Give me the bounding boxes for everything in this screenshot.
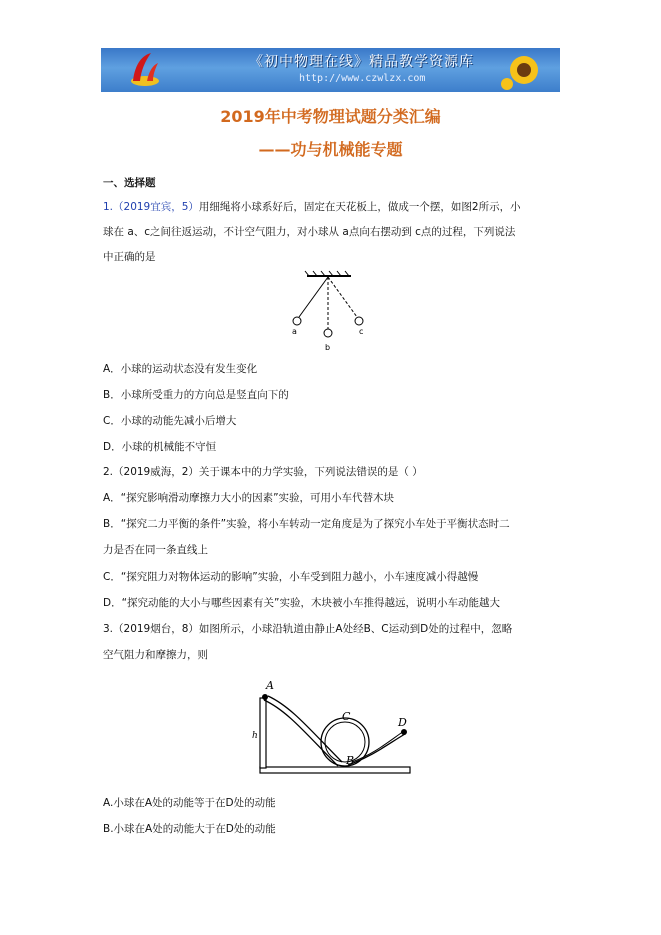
q1-line2: 球在 a、c之间往返运动，不计空气阻力，对小球从 a点向右摆动到 c点的过程，下列说法: [103, 226, 516, 238]
banner-url: http://www.czwlzx.com: [299, 73, 426, 84]
header-banner: [101, 48, 560, 92]
document-title: 2019年中考物理试题分类汇编: [220, 107, 441, 126]
q1-option-b: B．小球所受重力的方向总是竖直向下的: [103, 389, 289, 401]
label-c: c: [359, 327, 364, 336]
label-B: B: [346, 754, 355, 767]
label-C: C: [342, 710, 351, 723]
q2-option-d: D．“探究动能的大小与哪些因素有关”实验，木块被小车推得越远，说明小车动能越大: [103, 597, 500, 609]
q3-line2: 空气阻力和摩擦力，则: [103, 649, 208, 661]
sunflower-icon: [499, 50, 549, 92]
track-figure: [248, 676, 418, 779]
q2-stem: 2.（2019威海，2）关于课本中的力学实验，下列说法错误的是（ ）: [103, 466, 423, 478]
q3-option-b: B.小球在A处的动能大于在D处的动能: [103, 823, 276, 835]
label-a: a: [292, 327, 297, 336]
q1-option-a: A．小球的运动状态没有发生变化: [103, 363, 258, 375]
q2-option-b-cont: 力是否在同一条直线上: [103, 544, 208, 556]
q1-line3: 中正确的是: [103, 251, 156, 263]
label-A: A: [266, 679, 274, 692]
document-subtitle: ——功与机械能专题: [258, 140, 403, 159]
q2-option-c: C．“探究阻力对物体运动的影响”实验，小车受到阻力越小，小车速度减小得越慢: [103, 571, 479, 583]
q2-option-b: B．“探究二力平衡的条件”实验，将小车转动一定角度是为了探究小车处于平衡状态时二: [103, 518, 510, 530]
q1-line1: 1.（2019宜宾，5）用细绳将小球系好后，固定在天花板上，做成一个摆，如图2所示，小: [103, 201, 521, 213]
q2-option-a: A．“探究影响滑动摩擦力大小的因素”实验，可用小车代替木块: [103, 492, 395, 504]
q3-option-a: A.小球在A处的动能等于在D处的动能: [103, 797, 276, 809]
pendulum-figure: [285, 270, 375, 355]
banner-title: 《初中物理在线》精品教学资源库: [249, 54, 474, 70]
q1-option-c: C．小球的动能先减小后增大: [103, 415, 237, 427]
q1-option-d: D．小球的机械能不守恒: [103, 441, 217, 453]
logo-icon: [125, 51, 165, 89]
label-b: b: [325, 343, 331, 352]
label-h: h: [252, 731, 258, 741]
q1-source: 1.（2019宜宾，5）: [103, 201, 199, 213]
q3-line1: 3.（2019烟台，8）如图所示，小球沿轨道由静止A处经B、C运动到D处的过程中，忽略: [103, 623, 513, 635]
label-D: D: [398, 716, 407, 729]
section-heading: 一、选择题: [103, 177, 156, 189]
